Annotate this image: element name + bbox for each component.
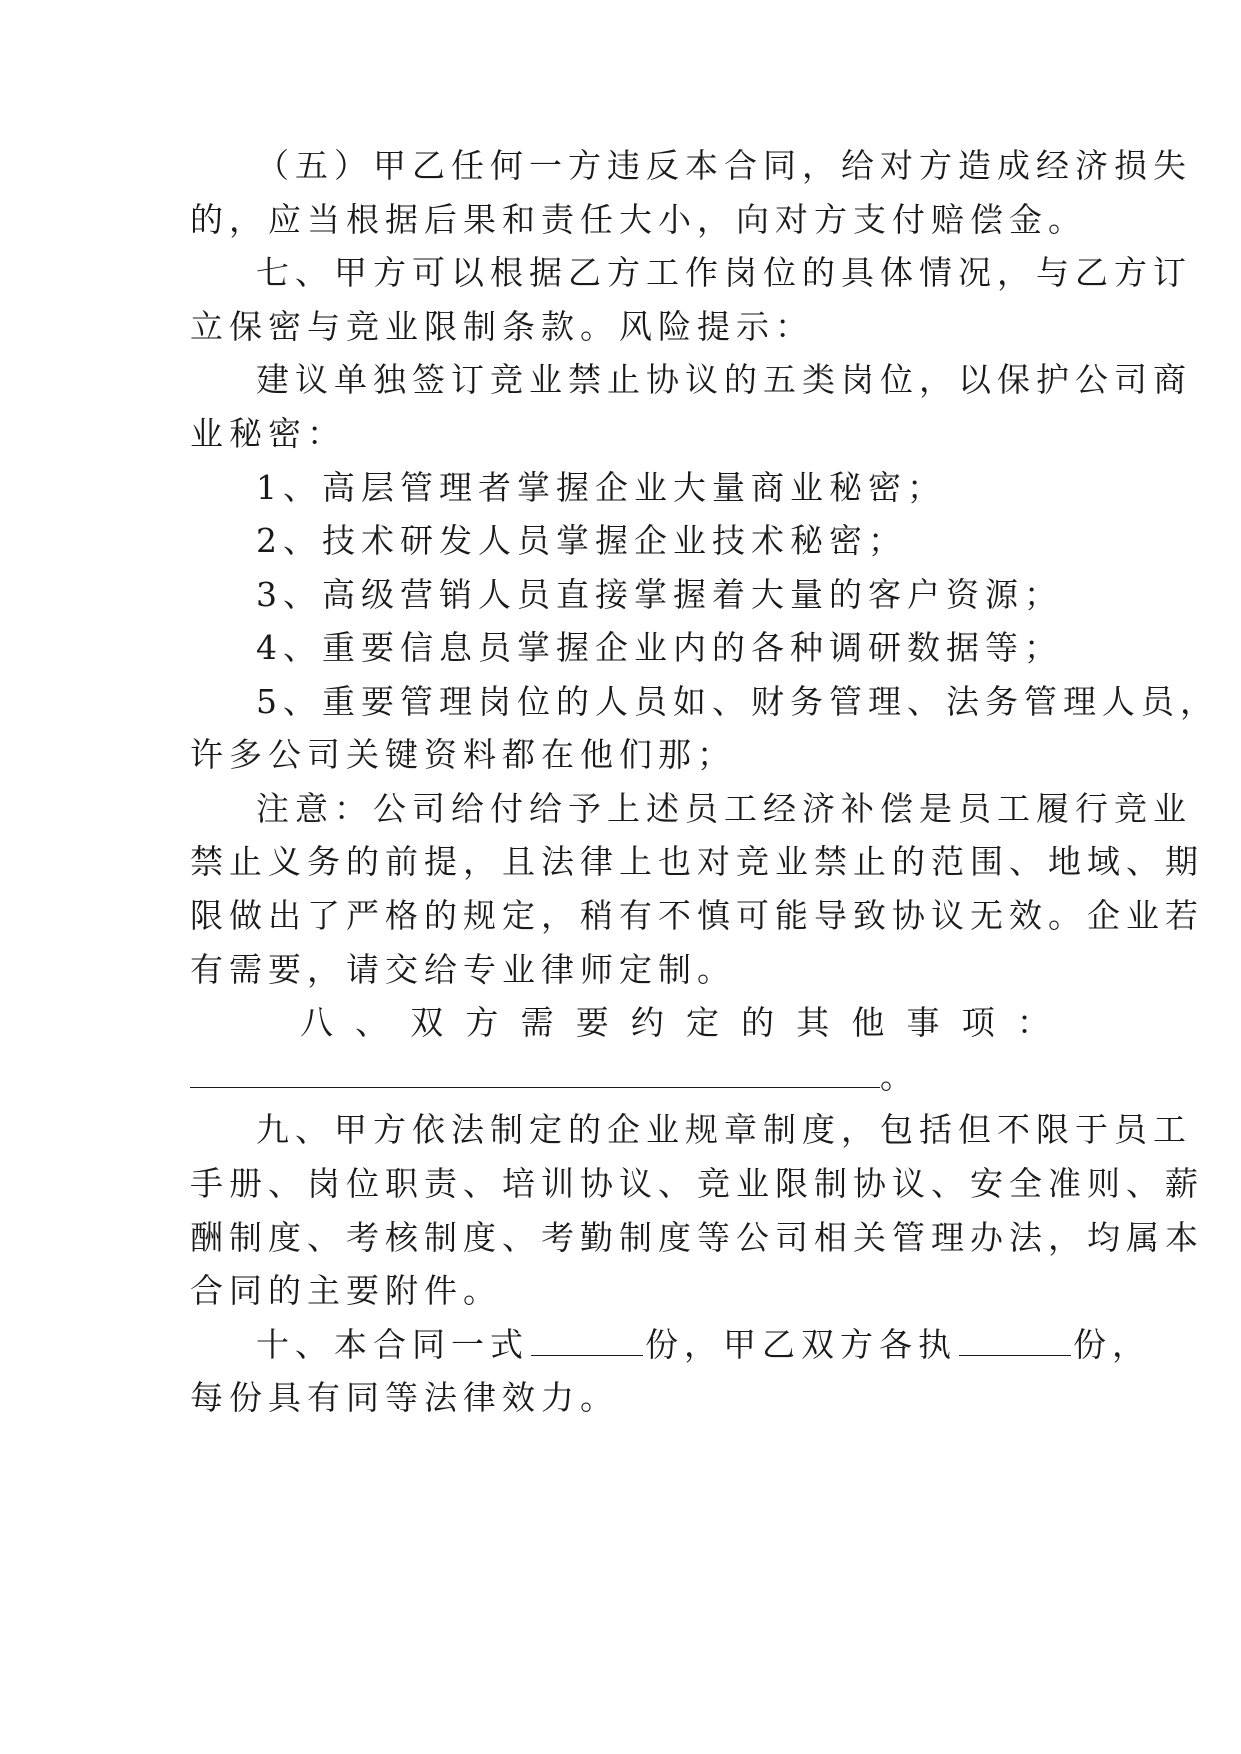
list-item-4: 4、重要信息员掌握企业内的各种调研数据等； xyxy=(256,628,1063,667)
clause-10-line-2: 每份具有同等法律效力。 xyxy=(190,1378,619,1417)
list-item-5-line-1: 5、重要管理岗位的人员如、财务管理、法务管理人员， xyxy=(256,682,1219,721)
clause-8-blank-line: 。 xyxy=(190,1057,1050,1097)
list-item-5-line-2: 许多公司关键资料都在他们那； xyxy=(190,735,736,774)
copies-each-blank[interactable] xyxy=(959,1325,1071,1356)
note-line-3: 限做出了严格的规定，稍有不慎可能导致协议无效。企业若 xyxy=(190,896,1204,935)
clause-9-line-1: 九、甲方依法制定的企业规章制度，包括但不限于员工 xyxy=(256,1110,1192,1149)
clause-8-heading: 八 、 双 方 需 要 约 定 的 其 他 事 项 ： xyxy=(300,1003,1050,1042)
note-line-4: 有需要，请交给专业律师定制。 xyxy=(190,950,736,989)
suggestion-line-2: 业秘密： xyxy=(190,414,346,453)
clause-9-line-3: 酬制度、考核制度、考勤制度等公司相关管理办法，均属本 xyxy=(190,1218,1204,1257)
clause-10-line-1: 十、本合同一式 份，甲乙双方各执 份， xyxy=(256,1325,1151,1364)
clause-9-line-2: 手册、岗位职责、培训协议、竞业限制协议、安全准则、薪 xyxy=(190,1164,1204,1203)
note-line-2: 禁止义务的前提，且法律上也对竞业禁止的范围、地域、期 xyxy=(190,842,1204,881)
clause-5-line-2: 的，应当根据后果和责任大小，向对方支付赔偿金。 xyxy=(190,200,1087,239)
copies-total-blank[interactable] xyxy=(531,1325,643,1356)
clause-9-line-4: 合同的主要附件。 xyxy=(190,1271,502,1310)
list-item-3: 3、高级营销人员直接掌握着大量的客户资源； xyxy=(256,575,1063,614)
list-item-1: 1、高层管理者掌握企业大量商业秘密； xyxy=(256,468,946,507)
note-line-1: 注意：公司给付给予上述员工经济补偿是员工履行竞业 xyxy=(256,789,1192,828)
clause-5-line-1: （五）甲乙任何一方违反本合同，给对方造成经济损失 xyxy=(256,146,1192,185)
suggestion-line-1: 建议单独签订竞业禁止协议的五类岗位，以保护公司商 xyxy=(256,360,1192,399)
clause-7-line-1: 七、甲方可以根据乙方工作岗位的具体情况，与乙方订 xyxy=(256,253,1192,292)
clause-8-fill-blank[interactable] xyxy=(190,1057,880,1088)
clause-7-line-2: 立保密与竞业限制条款。风险提示： xyxy=(190,307,814,346)
list-item-2: 2、技术研发人员掌握企业技术秘密； xyxy=(256,521,907,560)
